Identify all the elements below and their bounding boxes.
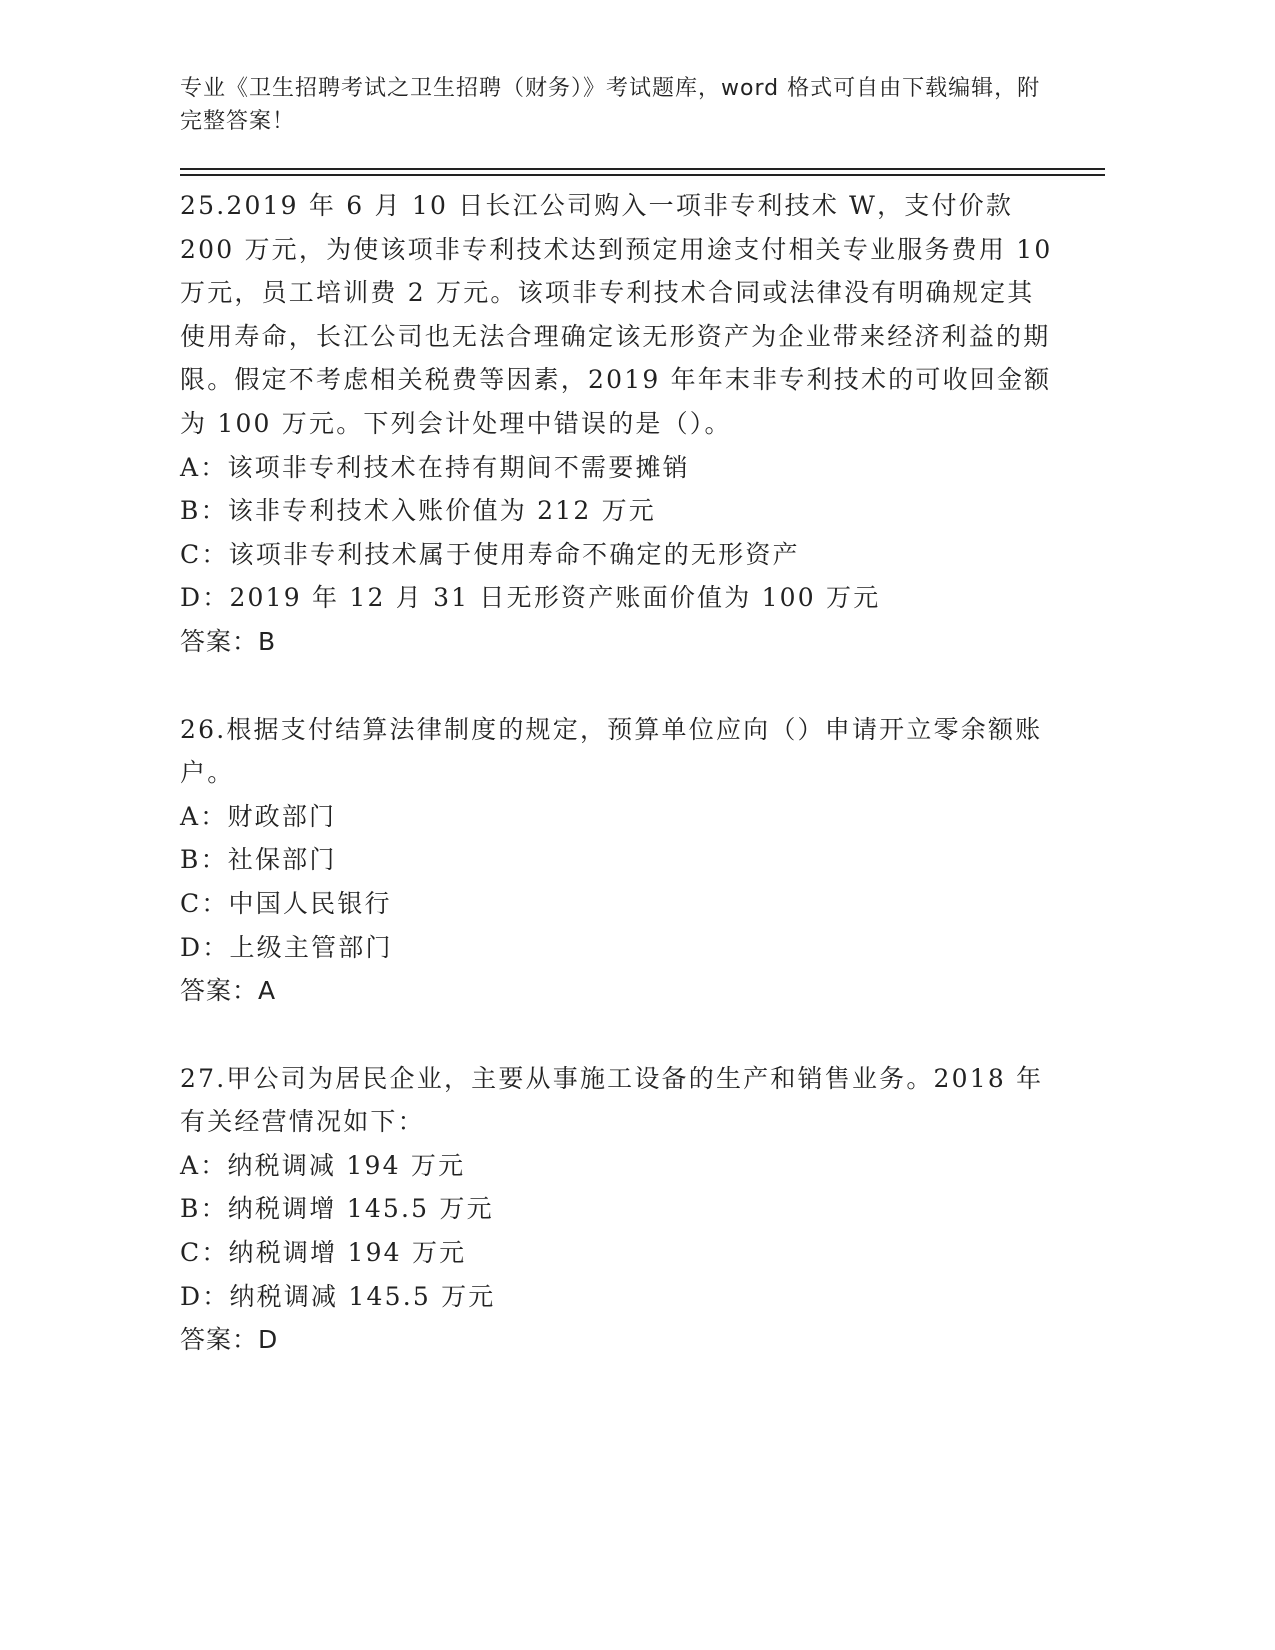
header-divider-top <box>180 168 1105 170</box>
question-list <box>180 184 1060 1406</box>
document-header: 专业《卫生招聘考试之卫生招聘（财务）》考试题库，word 格式可自由下载编辑，附完整答案！ <box>180 76 1041 134</box>
option-c: C：纳税调增 194 万元 <box>180 1238 467 1268</box>
question-stem: 26.根据支付结算法律制度的规定，预算单位应向（）申请开立零余额账户。 <box>180 714 1043 788</box>
option-c: C：中国人民银行 <box>180 888 392 918</box>
answer-line: 答案：B <box>180 626 277 656</box>
question-26 <box>180 708 1060 1013</box>
option-a: A：纳税调减 194 万元 <box>180 1150 466 1180</box>
option-b: B：该非专利技术入账价值为 212 万元 <box>180 496 656 526</box>
header-divider-bottom <box>180 174 1105 176</box>
option-a: A：该项非专利技术在持有期间不需要摊销 <box>180 452 690 482</box>
option-b: B：社保部门 <box>180 845 337 875</box>
option-d: D：纳税调减 145.5 万元 <box>180 1281 496 1311</box>
option-d: D：2019 年 12 月 31 日无形资产账面价值为 100 万元 <box>180 583 881 613</box>
question-25 <box>180 184 1060 664</box>
option-d: D：上级主管部门 <box>180 932 393 962</box>
question-27 <box>180 1057 1060 1362</box>
question-stem: 27.甲公司为居民企业，主要从事施工设备的生产和销售业务。2018 年有关经营情况如下： <box>180 1063 1044 1137</box>
option-a: A：财政部门 <box>180 801 337 831</box>
answer-line: 答案：A <box>180 976 277 1006</box>
answer-line: 答案：D <box>180 1325 279 1355</box>
option-b: B：纳税调增 145.5 万元 <box>180 1194 494 1224</box>
option-c: C：该项非专利技术属于使用寿命不确定的无形资产 <box>180 539 800 569</box>
question-stem: 25.2019 年 6 月 10 日长江公司购入一项非专利技术 W，支付价款 200 万元，为使该项非专利技术达到预定用途支付相关专业服务费用 10 万元，员工培训费 2 万元。该项非专利技术合同或法律没有明确规定其使用寿命，长江公司也无法合理确定该无形资产为企业带来经济利益的期限。假定不考虑相关税费等因素，2019 年年末非专利技术的可收回金额为 100 万元。下列会计处理中错误的是（）。 <box>180 191 1053 438</box>
